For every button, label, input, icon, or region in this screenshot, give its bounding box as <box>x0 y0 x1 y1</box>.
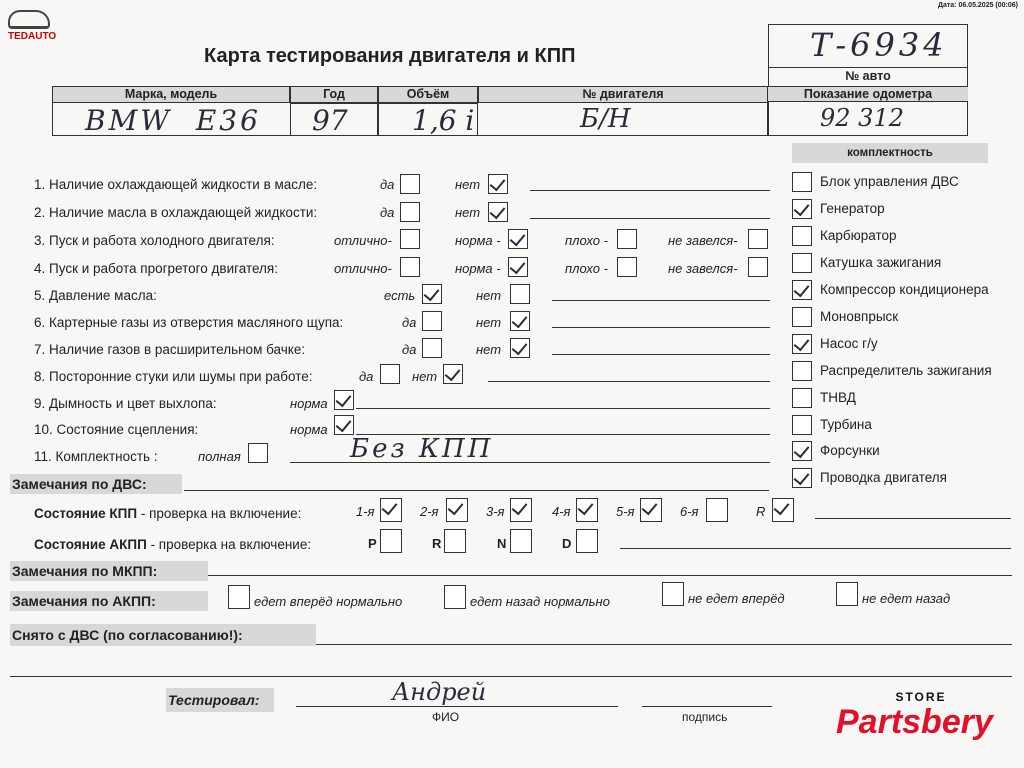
q1-no-checkbox[interactable] <box>488 174 508 194</box>
engine-number-value: Б/Н <box>580 104 631 134</box>
q4-label: 4. Пуск и работа прогретого двигателя: <box>34 261 278 276</box>
q3-nostart-checkbox[interactable] <box>748 229 768 249</box>
kpp-gear-label-5: 6-я <box>680 504 699 519</box>
q3-normal-label: норма - <box>455 233 501 248</box>
date-stamp: Дата: 06.05.2025 (00:06) <box>937 2 1018 9</box>
equipment-checkbox-4[interactable] <box>792 280 812 300</box>
equipment-checkbox-3[interactable] <box>792 253 812 273</box>
akpp-gear-checkbox-0[interactable] <box>380 529 402 553</box>
brand-text: TEDAUTO <box>8 31 57 42</box>
akpp-no-back-label: не едет назад <box>862 591 951 606</box>
volume-value: 1,6 i <box>412 104 475 137</box>
kpp-gear-checkbox-2[interactable] <box>510 498 532 522</box>
equipment-checkbox-7[interactable] <box>792 361 812 381</box>
kpp-gear-checkbox-5[interactable] <box>706 498 728 522</box>
equipment-checkbox-9[interactable] <box>792 415 812 435</box>
kpp-gear-label-3: 4-я <box>552 504 571 519</box>
q4-bad-label: плохо - <box>565 261 608 276</box>
q2-no-label: нет <box>455 205 481 220</box>
akpp-label: Состояние АКПП - проверка на включение: <box>34 537 312 552</box>
equipment-checkbox-10[interactable] <box>792 441 812 461</box>
akpp-no-back-checkbox[interactable] <box>836 582 858 606</box>
q7-no-label: нет <box>476 342 502 357</box>
kpp-gear-label-2: 3-я <box>486 504 505 519</box>
odometer-label: Показание одометра <box>768 86 968 102</box>
q2-label: 2. Наличие масла в охлаждающей жидкости: <box>34 205 318 220</box>
equipment-checkbox-11[interactable] <box>792 468 812 488</box>
equipment-checkbox-1[interactable] <box>792 199 812 219</box>
akpp-no-forward-label: не едет вперёд <box>688 591 785 606</box>
tested-label: Тестировал: <box>166 688 274 712</box>
logo-name-text: Partsbery <box>836 703 993 741</box>
akpp-no-forward-checkbox[interactable] <box>662 582 684 606</box>
q5-no-checkbox[interactable] <box>510 284 530 304</box>
equipment-label-0: Блок управления ДВС <box>820 174 959 189</box>
q3-excellent-checkbox[interactable] <box>400 229 420 249</box>
logo-store-text: STORE <box>895 690 947 704</box>
equipment-label-8: ТНВД <box>820 390 856 405</box>
q4-excellent-label: отлично- <box>334 261 392 276</box>
equipment-label-6: Насос г/у <box>820 336 878 351</box>
equipment-checkbox-8[interactable] <box>792 388 812 408</box>
q5-label: 5. Давление масла: <box>34 288 157 303</box>
akpp-gear-checkbox-1[interactable] <box>444 529 466 553</box>
akpp-gear-checkbox-3[interactable] <box>576 529 598 553</box>
equipment-checkbox-5[interactable] <box>792 307 812 327</box>
q10-normal-checkbox[interactable] <box>334 415 354 435</box>
q3-label: 3. Пуск и работа холодного двигателя: <box>34 233 275 248</box>
akpp-gear-label-0: P <box>368 536 377 551</box>
equipment-label-3: Катушка зажигания <box>820 255 942 270</box>
equipment-checkbox-6[interactable] <box>792 334 812 354</box>
q7-label: 7. Наличие газов в расширительном бачке: <box>34 342 306 357</box>
q11-full-label: полная <box>198 449 241 464</box>
remarks-dvs-label: Замечания по ДВС: <box>10 474 182 494</box>
remarks-mkpp-label: Замечания по МКПП: <box>10 561 208 581</box>
removed-label: Снято с ДВС (по согласованию!): <box>10 624 316 646</box>
year-value: 97 <box>312 104 348 137</box>
q8-yes-label: да <box>359 369 374 384</box>
q1-yes-checkbox[interactable] <box>400 174 420 194</box>
q6-label: 6. Картерные газы из отверстия масляного щупа: <box>34 315 344 330</box>
kpp-gear-checkbox-0[interactable] <box>380 498 402 522</box>
q6-no-label: нет <box>476 315 502 330</box>
q7-yes-checkbox[interactable] <box>422 338 442 358</box>
q11-full-checkbox[interactable] <box>248 443 268 463</box>
q3-normal-checkbox[interactable] <box>508 229 528 249</box>
kpp-label: Состояние КПП - проверка на включение: <box>34 506 302 521</box>
q1-no-label: нет <box>455 177 481 192</box>
odometer-value: 92 312 <box>820 104 904 132</box>
q8-yes-checkbox[interactable] <box>380 364 400 384</box>
q8-no-label: нет <box>412 369 438 384</box>
q5-yes-label: есть <box>384 288 416 303</box>
equipment-checkbox-2[interactable] <box>792 226 812 246</box>
fio-label: ФИО <box>432 710 460 724</box>
q2-yes-checkbox[interactable] <box>400 202 420 222</box>
kpp-gear-label-4: 5-я <box>616 504 635 519</box>
q1-yes-label: да <box>380 177 395 192</box>
akpp-back-normal-label: едет назад нормально <box>470 594 610 609</box>
q4-normal-checkbox[interactable] <box>508 257 528 277</box>
q7-no-checkbox[interactable] <box>510 338 530 358</box>
tester-name: Андрей <box>392 678 487 706</box>
q9-normal-checkbox[interactable] <box>334 390 354 410</box>
equipment-label-7: Распределитель зажигания <box>820 363 992 378</box>
car-number-label: № авто <box>768 67 968 83</box>
kpp-gear-checkbox-4[interactable] <box>640 498 662 522</box>
q4-normal-label: норма - <box>455 261 501 276</box>
q10-normal-label: норма <box>290 422 328 437</box>
equipment-label-5: Моновпрыск <box>820 309 899 324</box>
q6-yes-label: да <box>402 315 417 330</box>
q2-no-checkbox[interactable] <box>488 202 508 222</box>
q4-bad-checkbox[interactable] <box>617 257 637 277</box>
kpp-gear-checkbox-6[interactable] <box>772 498 794 522</box>
q1-label: 1. Наличие охлаждающей жидкости в масле: <box>34 177 318 192</box>
equipment-label-10: Форсунки <box>820 443 880 458</box>
page-title: Карта тестирования двигателя и КПП <box>204 45 576 67</box>
col-volume: Объём <box>406 87 450 101</box>
equipment-label-2: Карбюратор <box>820 228 897 243</box>
akpp-gear-label-2: N <box>497 536 507 551</box>
car-number-value: Т-6934 <box>810 26 948 64</box>
q9-label: 9. Дымность и цвет выхлопа: <box>34 396 217 411</box>
q8-label: 8. Посторонние стуки или шумы при работе: <box>34 369 313 384</box>
akpp-gear-label-3: D <box>562 536 572 551</box>
partsbery-logo <box>836 690 1006 740</box>
q11-label: 11. Комплектность : <box>34 449 158 464</box>
col-engine-number: № двигателя <box>582 87 664 101</box>
q5-no-label: нет <box>476 288 502 303</box>
q7-yes-label: да <box>402 342 417 357</box>
q4-nostart-label: не завелся- <box>668 261 738 276</box>
q5-yes-checkbox[interactable] <box>422 284 442 304</box>
tedauto-logo <box>8 10 56 42</box>
kpp-gear-checkbox-3[interactable] <box>576 498 598 522</box>
equipment-label-4: Компрессор кондиционера <box>820 282 989 297</box>
q6-no-checkbox[interactable] <box>510 311 530 331</box>
q4-nostart-checkbox[interactable] <box>748 257 768 277</box>
equipment-label-11: Проводка двигателя <box>820 470 947 485</box>
kpp-gear-checkbox-1[interactable] <box>446 498 468 522</box>
col-model: Марка, модель <box>124 87 218 101</box>
q11-note: Без КПП <box>350 434 494 464</box>
akpp-gear-label-1: R <box>432 536 442 551</box>
q6-yes-checkbox[interactable] <box>422 311 442 331</box>
model-value: BMW E36 <box>85 104 261 137</box>
akpp-gear-checkbox-2[interactable] <box>510 529 532 553</box>
equipment-title: комплектность <box>792 143 988 163</box>
q3-excellent-label: отлично- <box>334 233 392 248</box>
kpp-gear-label-1: 2-я <box>420 504 439 519</box>
q10-label: 10. Состояние сцепления: <box>34 422 199 437</box>
q4-excellent-checkbox[interactable] <box>400 257 420 277</box>
car-icon <box>8 10 50 29</box>
q3-bad-label: плохо - <box>565 233 608 248</box>
kpp-gear-label-6: R <box>756 504 766 519</box>
akpp-forward-normal-checkbox[interactable] <box>228 585 250 609</box>
remarks-akpp-label: Замечания по АКПП: <box>10 591 208 611</box>
equipment-label-9: Турбина <box>820 417 872 432</box>
col-year: Год <box>323 87 345 101</box>
q8-no-checkbox[interactable] <box>443 364 463 384</box>
q3-bad-checkbox[interactable] <box>617 229 637 249</box>
akpp-back-normal-checkbox[interactable] <box>444 585 466 609</box>
equipment-label-1: Генератор <box>820 201 885 216</box>
akpp-forward-normal-label: едет вперёд нормально <box>254 594 403 609</box>
q2-yes-label: да <box>380 205 395 220</box>
sign-label: подпись <box>682 710 728 724</box>
kpp-gear-label-0: 1-я <box>356 504 375 519</box>
equipment-checkbox-0[interactable] <box>792 172 812 192</box>
q3-nostart-label: не завелся- <box>668 233 738 248</box>
q9-normal-label: норма <box>290 396 328 411</box>
